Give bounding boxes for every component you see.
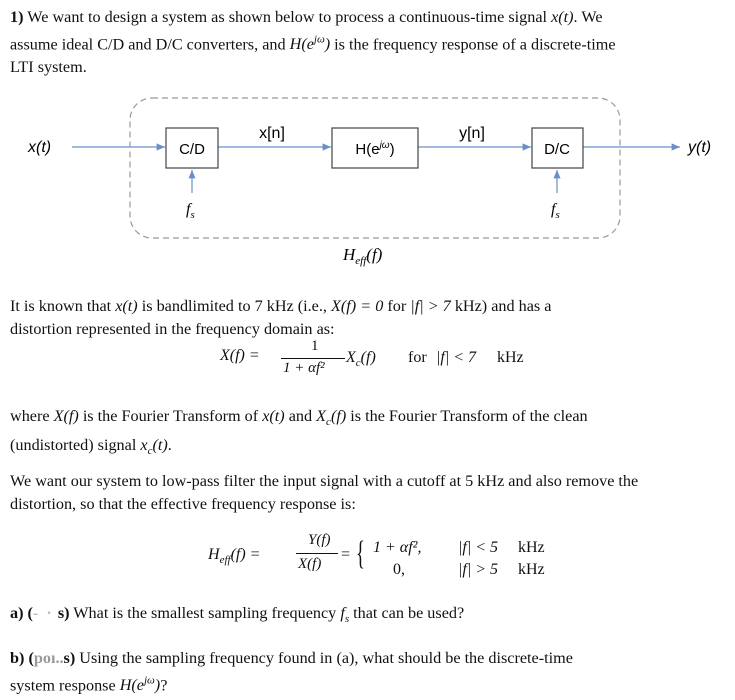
where-symbol-xct: $x_c(t)$ (140, 436, 168, 458)
eq1-numerator: 1 (311, 338, 319, 354)
part-a-text-a: What is the smallest sampling frequency (73, 604, 337, 622)
known-text-2: distortion represented in the frequency domain as: (10, 320, 335, 338)
goal-text-2: distortion, so that the effective frequency response is: (10, 495, 356, 513)
output-label: y(t) (688, 139, 712, 156)
known-text-a: It is known that (10, 297, 112, 315)
part-a-text-b: that can be used? (353, 604, 465, 622)
goal-paragraph (10, 470, 638, 516)
where-paragraph (10, 405, 588, 463)
xn-label: x[n] (259, 125, 285, 142)
where-text-a: where (10, 407, 50, 425)
eq1-lhs: X(f) = (220, 347, 260, 364)
eq2-case1-value: 1 + αf², (373, 539, 422, 556)
h-label: $H(e^{j\omega})$ (355, 140, 395, 158)
eq2-fraction-bar (296, 553, 338, 554)
eq2-brace: { (356, 535, 365, 572)
where-symbol-xt: x(t) (262, 407, 285, 425)
eq1-condition: |f| < 7 (436, 349, 477, 366)
block-diagram (0, 90, 735, 275)
eq2-lhs: $H_{eff}(f)$ = (208, 546, 261, 567)
part-a (10, 602, 464, 631)
part-b-label: b) (poı..s) (10, 649, 76, 667)
goal-text-1: We want our system to low-pass filter the input signal with a cutoff at 5 kHz and also remove the (10, 472, 639, 490)
intro-symbol-xt: x(t) (551, 8, 574, 26)
eq2-case2-unit: kHz (518, 561, 545, 578)
known-symbol-xf0: X(f) = 0 (331, 297, 384, 315)
cd-label: C/D (179, 141, 205, 158)
input-label: x(t) (28, 139, 52, 156)
eq2-frac-den: X(f) (298, 556, 322, 572)
known-text-c: for (387, 297, 407, 315)
fs-label-dc: $f_s$ (551, 201, 560, 221)
eq1-denominator: 1 + αf² (283, 360, 325, 376)
problem-intro (10, 6, 616, 79)
where-symbol-xcf: $X_c(f)$ (316, 407, 347, 429)
fs-label-cd: $f_s$ (186, 201, 195, 221)
known-symbol-cond: |f| > 7 (410, 297, 451, 315)
known-paragraph (10, 295, 551, 341)
where-text-c: and (288, 407, 313, 425)
intro-text-2b: is the frequency response of a discrete-time (334, 35, 616, 54)
known-text-b: is bandlimited to 7 kHz (i.e., (141, 297, 327, 315)
eq1-fraction-bar (281, 358, 345, 359)
eq1-for: for (408, 349, 427, 366)
part-b-symbol-h: $H(e^{j\omega})$ (119, 675, 161, 695)
yn-label: y[n] (459, 125, 485, 142)
eq2-case2-cond: |f| > 5 (458, 561, 499, 578)
intro-text-1a: We want to design a system as shown below to process a continuous-time signal (27, 8, 548, 26)
known-text-d: kHz) and has a (454, 297, 552, 315)
eq1-unit: kHz (497, 349, 524, 366)
intro-text-2a: assume ideal C/D and D/C converters, and (10, 35, 286, 54)
part-b (10, 647, 573, 697)
known-symbol-xt: x(t) (115, 297, 138, 315)
where-text-b: is the Fourier Transform of (82, 407, 259, 425)
where-text-2b: . (167, 436, 172, 455)
part-a-symbol-fs: $f_s$ (340, 604, 350, 626)
part-b-text-2a: system response (10, 676, 116, 695)
intro-text-3: LTI system. (10, 58, 87, 77)
part-b-text-a: Using the sampling frequency found in (a), what should be the discrete-time (79, 649, 573, 667)
eq2-equals: = (341, 546, 351, 563)
eq1-rhs: $X_c(f)$ (346, 349, 376, 370)
intro-text-1b: . We (573, 8, 603, 26)
where-text-2a: (undistorted) signal (10, 436, 137, 455)
dc-label: D/C (544, 141, 570, 158)
intro-symbol-h: $H(e^{j\omega})$ (289, 34, 331, 54)
eq2-frac-num: Y(f) (308, 532, 331, 548)
eq2-case1-unit: kHz (518, 539, 545, 556)
problem-number: 1) (10, 8, 24, 26)
eq2-case1-cond: |f| < 5 (458, 539, 499, 556)
eq2-case2-value: 0, (393, 561, 405, 578)
where-symbol-xf: X(f) (53, 407, 79, 425)
where-text-d: is the Fourier Transform of the clean (350, 407, 588, 425)
part-a-label: a) (- · s) (10, 604, 70, 622)
heff-label: $H_{eff}(f)$ (343, 245, 383, 267)
part-b-text-2b: ? (160, 676, 168, 695)
